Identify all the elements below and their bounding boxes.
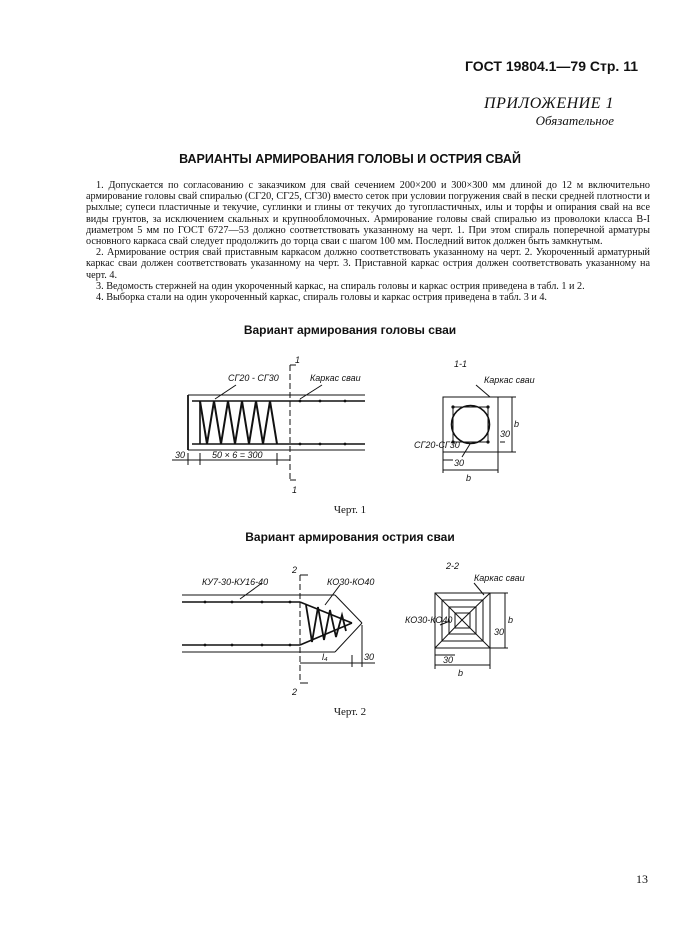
paragraph-4: 4. Выборка стали на один укороченный каркас, спираль головы и каркас острия приведена в табл. 3 и 4. [96,292,547,304]
section1-dim-b-bottom: b [466,473,472,483]
figure2-heading: Вариант армирования острия сваи [245,530,455,544]
figure2-caption: Черт. 2 [333,706,367,718]
tip-label: КО30-КО40 [327,577,375,587]
section2-dim-b-bottom: b [458,668,464,678]
main-title: ВАРИАНТЫ АРМИРОВАНИЯ ГОЛОВЫ И ОСТРИЯ СВАЙ [179,152,521,166]
appendix-block [484,95,614,129]
section2-mark-top: 2 [292,565,298,575]
dim-l4: l₄ [322,652,328,662]
section2-dim-b-right: b [508,615,514,625]
figure2-drawing [0,555,700,700]
paragraph-1: 1. Допускается по согласованию с заказчиком для свай сечением 200×200 и 300×300 мм длиной до 12 м включительно армирование головы свай спиралью (СГ20, СГ25, СГ30) вместо сеток при условии погружения свай в пески средней плотности и рыхлые; супеси пластичные и текучие, суглинки и глины от текучих до тугопластичных, илы и торфы и опирания свай на все виды грунтов, за исключением скальных и крупнообломочных. Армирование головы свай спиралью из проволоки класса В-I диаметром 5 мм по ГОСТ 6727—53 должно соответствовать указанному на черт. 1. При этом спираль поперечной арматуры основного каркаса свай следует продолжить до торца сваи с шагом 100 мм. Последний виток должен быть замкнутым. [86,180,650,248]
page-number: 13 [636,872,648,886]
section1-label: 1-1 [454,359,468,369]
spiral-label: СГ20 - СГ30 [228,373,279,383]
section1-spiral-label: СГ20-СГ30 [414,440,460,450]
appendix-subtitle: Обязательное [535,113,614,128]
section2-label: 2-2 [446,561,460,571]
figure1-heading: Вариант армирования головы сваи [243,323,457,337]
paragraph-3: 3. Ведомость стержней на один укороченный каркас, на спираль головы и каркас острия приведена в табл. 1 и 2. [96,280,585,292]
section2-dim-30-right: 30 [494,627,505,637]
dim-30: 30 [175,450,186,460]
document-header: ГОСТ 19804.1—79 Стр. 11 [464,58,638,74]
section1-dim-b-right: b [514,419,520,429]
section-mark-bottom: 1 [292,485,298,495]
appendix-title: ПРИЛОЖЕНИЕ 1 [484,95,614,112]
dim-pitch: 50 × 6 = 300 [212,450,263,460]
section2-mark-bottom: 2 [292,687,298,697]
section2-tip-label: КО30-КО40 [405,615,453,625]
dim-30: 30 [364,652,375,662]
section1-cage-label: Каркас сваи [484,375,535,385]
section-mark-top: 1 [295,355,301,365]
cage-left-label: КУ7-30-КУ16-40 [202,577,269,587]
body-text [86,180,650,303]
section2-dim-30: 30 [443,655,454,665]
figure1-caption: Черт. 1 [333,504,367,516]
section1-dim-30: 30 [454,458,465,468]
section1-dim-30-right: 30 [500,429,511,439]
cage-label: Каркас сваи [310,373,361,383]
figure1-drawing [0,345,700,495]
paragraph-2: 2. Армирование острия свай приставным каркасом должно соответствовать указанному на черт. 2. Укороченный арматурный каркас сваи должен соответствовать указанному на черт. 3. Приставной каркас острия должен соответствовать указанному на черт. 4. [86,247,650,281]
section2-cage-label: Каркас сваи [474,573,525,583]
